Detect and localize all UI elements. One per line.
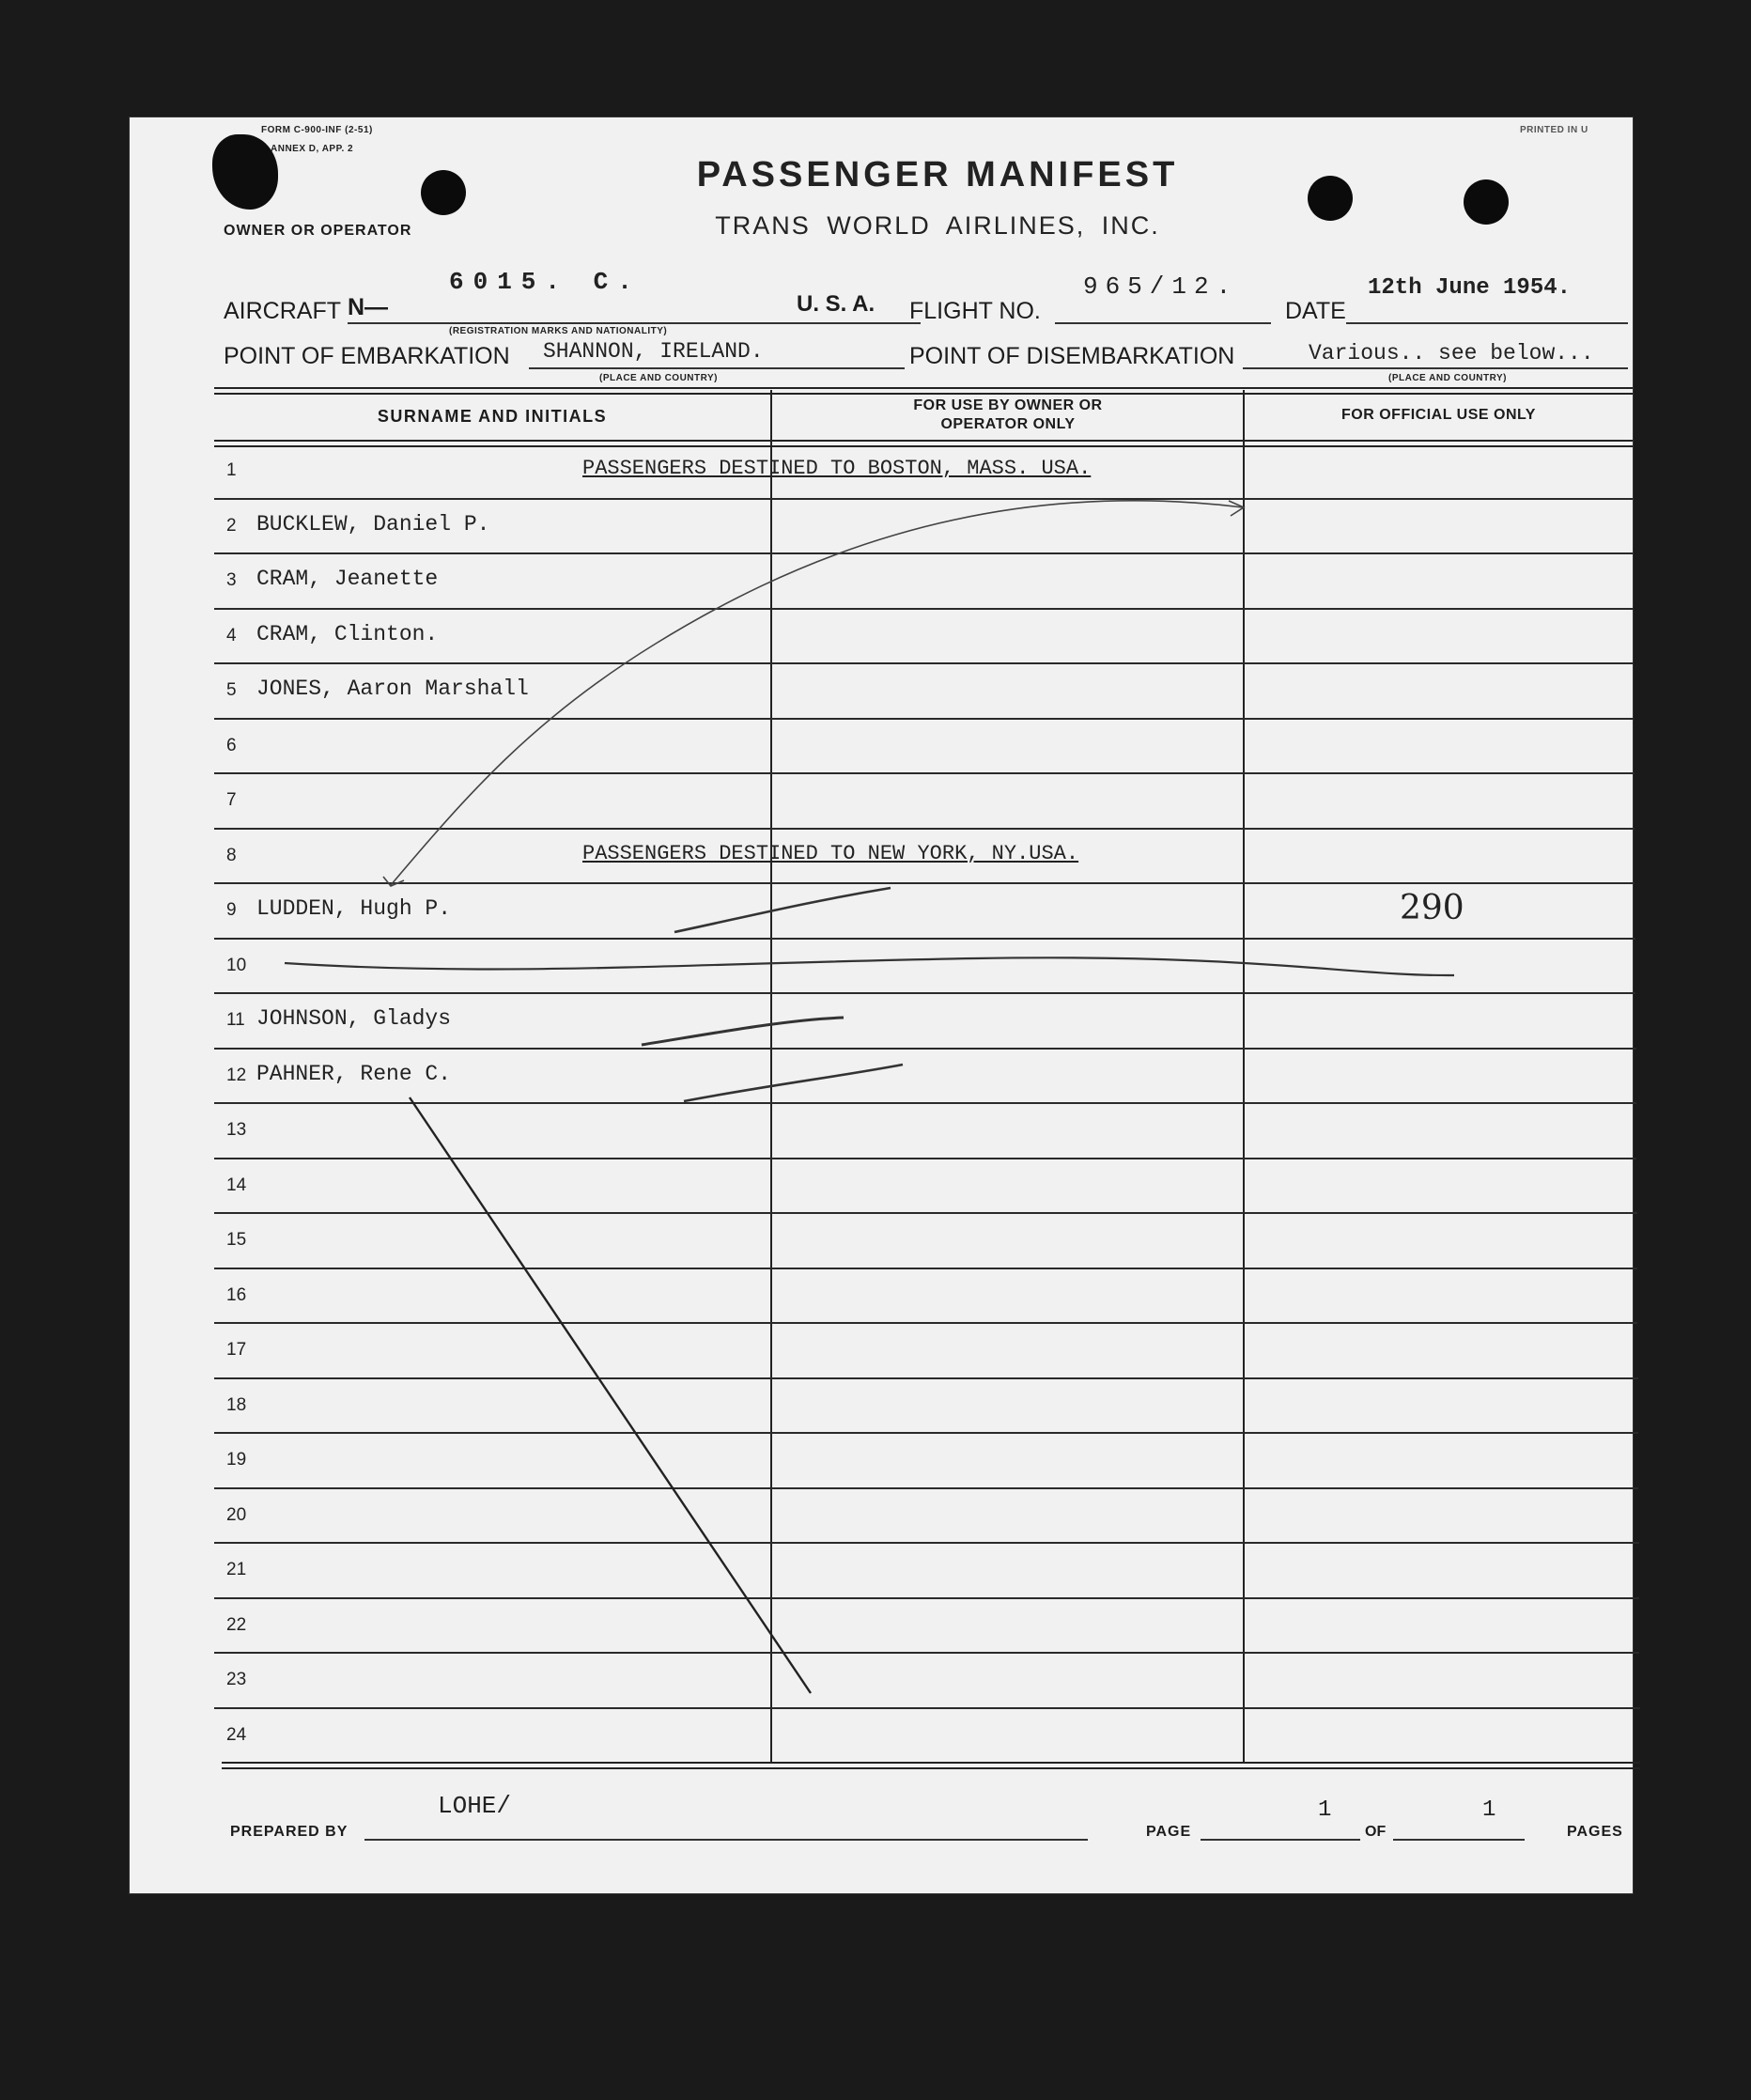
date-value: 12th June 1954. [1368, 275, 1572, 301]
flight-label: FLIGHT NO. [909, 298, 1041, 324]
usa-label: U. S. A. [797, 291, 876, 317]
row-number: 5 [226, 680, 237, 700]
registration-note: (REGISTRATION MARKS AND NATIONALITY) [449, 326, 668, 336]
disembarkation-label: POINT OF DISEMBARKATION [909, 343, 1235, 369]
row-number: 6 [226, 735, 237, 755]
column-header-owner: FOR USE BY OWNER OR OPERATOR ONLY [913, 397, 1103, 432]
prepared-by-label: PREPARED BY [230, 1824, 349, 1840]
pencil-arrowhead-top [1229, 501, 1244, 516]
row-number: 19 [226, 1450, 247, 1470]
passenger-name: JOHNSON, Gladys [256, 1006, 452, 1031]
aircraft-prefix: N— [348, 294, 389, 320]
of-underline [1393, 1839, 1525, 1841]
row-number: 7 [226, 790, 237, 810]
embarkation-value: SHANNON, IRELAND. [543, 339, 764, 364]
embarkation-note: (PLACE AND COUNTRY) [599, 373, 718, 383]
passenger-name: JONES, Aaron Marshall [256, 677, 529, 701]
passenger-name: CRAM, Jeanette [256, 567, 439, 591]
row-number: 22 [226, 1614, 247, 1635]
column-header-official: FOR OFFICIAL USE ONLY [1341, 407, 1536, 423]
disembarkation-note: (PLACE AND COUNTRY) [1388, 373, 1507, 383]
embarkation-label: POINT OF EMBARKATION [224, 343, 510, 369]
pencil-marks [130, 117, 1633, 1893]
row-number: 20 [226, 1504, 247, 1525]
row-number: 3 [226, 570, 237, 590]
passenger-name: PAHNER, Rene C. [256, 1061, 452, 1086]
disembarkation-value: Various.. see below... [1309, 341, 1594, 366]
row-number: 16 [226, 1284, 247, 1305]
dash-row-12 [684, 1065, 903, 1101]
row-number: 17 [226, 1340, 247, 1360]
annex-text: ANNEX D, APP. 2 [271, 144, 354, 154]
destination-heading: PASSENGERS DESTINED TO BOSTON, MASS. USA. [582, 457, 1092, 480]
form-number: FORM C-900-INF (2-51) [261, 125, 373, 135]
row-number: 15 [226, 1230, 247, 1250]
row-number: 4 [226, 625, 237, 646]
wave-row-10 [285, 957, 1454, 975]
passenger-name: LUDDEN, Hugh P. [256, 896, 452, 921]
flight-value: 965/12. [1083, 272, 1239, 301]
row-number: 1 [226, 460, 237, 480]
aircraft-label: AIRCRAFT [224, 298, 341, 324]
dash-row-11 [642, 1018, 844, 1045]
prepared-by-value: LOHE/ [438, 1792, 512, 1820]
row-number: 18 [226, 1394, 247, 1415]
page-label: PAGE [1146, 1824, 1192, 1840]
aircraft-value: 6015. C. [449, 268, 642, 296]
of-label: OF [1365, 1824, 1387, 1840]
row-number: 21 [226, 1560, 247, 1579]
row-number: 10 [226, 955, 247, 975]
company-name: TRANS WORLD AIRLINES, INC. [715, 211, 1160, 240]
official-use-value: 290 [1400, 889, 1464, 927]
row-number: 11 [226, 1010, 245, 1030]
passenger-name: BUCKLEW, Daniel P. [256, 511, 490, 537]
pencil-curve-arrow [391, 501, 1243, 885]
row-number: 8 [226, 845, 237, 865]
destination-heading: PASSENGERS DESTINED TO NEW YORK, NY.USA. [582, 841, 1079, 865]
row-number: 9 [226, 900, 237, 920]
passenger-name: CRAM, Clinton. [256, 621, 439, 646]
of-value: 1 [1482, 1797, 1496, 1823]
row-number: 13 [226, 1120, 247, 1140]
row-number: 12 [226, 1065, 247, 1085]
long-diagonal-line [410, 1097, 811, 1693]
manifest-sheet [130, 117, 1633, 1893]
row-number: 24 [226, 1724, 247, 1745]
page-title: PASSENGER MANIFEST [696, 155, 1179, 194]
owner-operator-label: OWNER OR OPERATOR [224, 223, 412, 239]
page-value: 1 [1318, 1797, 1332, 1823]
column-header-names: SURNAME AND INITIALS [377, 407, 608, 426]
row-number: 2 [226, 515, 237, 536]
page-underline [1201, 1839, 1360, 1841]
row-number: 14 [226, 1174, 247, 1195]
row-number: 23 [226, 1670, 247, 1689]
date-label: DATE [1285, 298, 1346, 324]
printed-text: PRINTED IN U [1520, 125, 1588, 135]
dash-row-9 [674, 888, 891, 932]
prepared-by-underline [364, 1839, 1088, 1841]
pages-label: PAGES [1567, 1824, 1623, 1840]
